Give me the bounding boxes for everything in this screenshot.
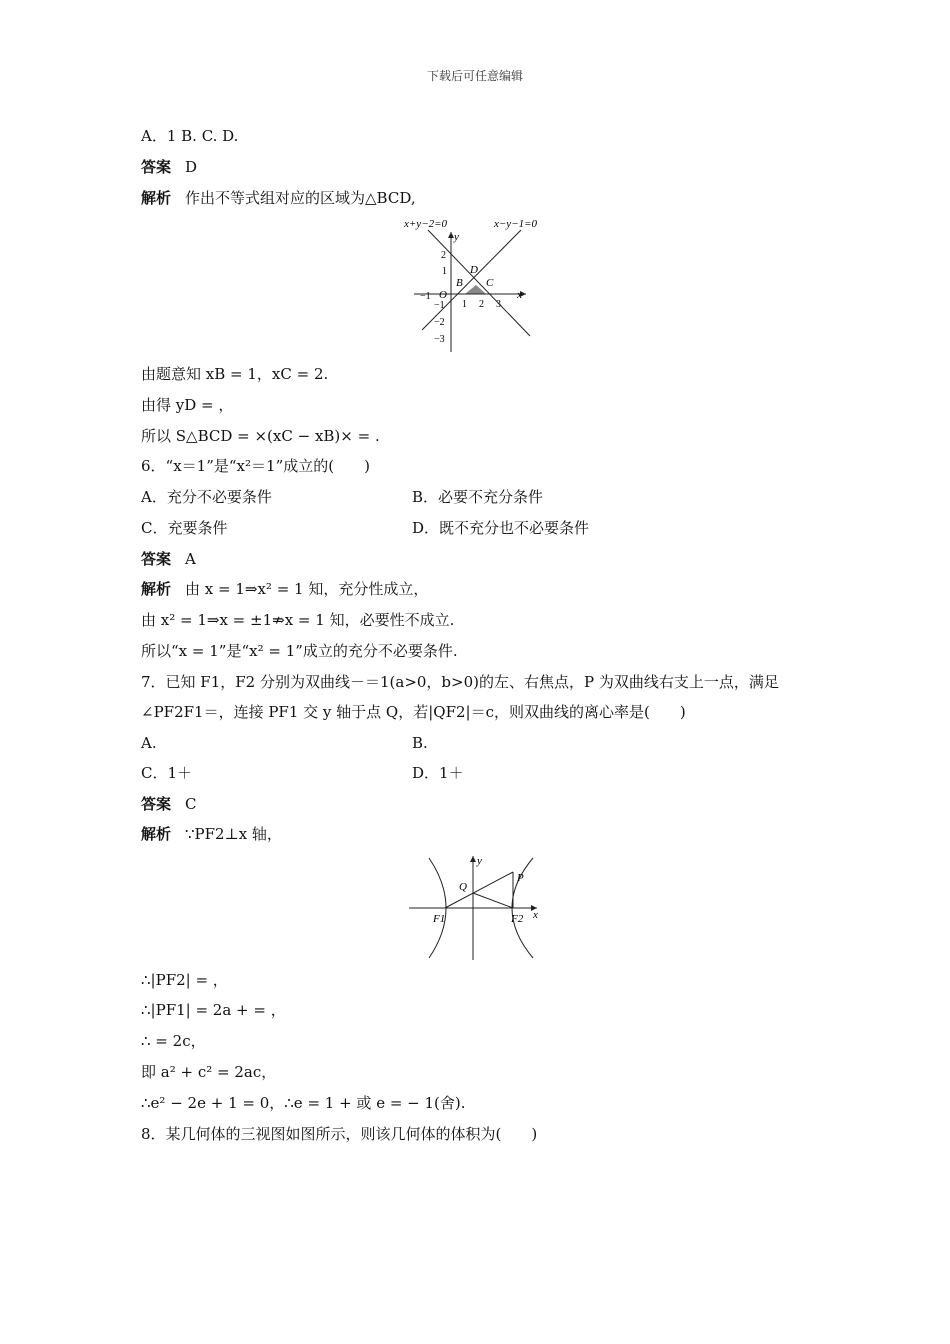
point-d-label: D bbox=[470, 264, 478, 276]
analysis-line bbox=[141, 188, 416, 208]
text-line: 由 x² = 1⇒x = ±1⇏x = 1 知，必要性不成立. bbox=[141, 611, 455, 629]
tick-x-1: 1 bbox=[462, 299, 467, 310]
answer-label: 答案 bbox=[141, 550, 172, 568]
answer-value: D bbox=[185, 158, 198, 176]
answer-line bbox=[141, 794, 197, 814]
answer-line bbox=[141, 157, 197, 177]
analysis-text: 由 x = 1⇒x² = 1 知，充分性成立， bbox=[185, 580, 429, 598]
analysis-label: 解析 bbox=[141, 825, 172, 843]
analysis-line bbox=[141, 824, 282, 844]
options-line: A．1 B. C. D. bbox=[141, 127, 239, 145]
page-header: 下载后可任意编辑 bbox=[426, 69, 523, 83]
analysis-text: ∵PF2⊥x 轴， bbox=[185, 825, 282, 843]
segment-qf2 bbox=[473, 893, 513, 908]
point-c-label: C bbox=[486, 277, 494, 289]
tick-x-3: 3 bbox=[496, 299, 501, 310]
tick-y-neg2: −2 bbox=[434, 317, 445, 328]
text-line: 所以 S△BCD = ×(xC − xB)× = . bbox=[141, 427, 380, 445]
question-8: 8．某几何体的三视图如图所示，则该几何体的体积为( ) bbox=[141, 1125, 538, 1143]
answer-value: C bbox=[185, 795, 197, 813]
y-axis-label: y bbox=[454, 231, 459, 243]
analysis-label: 解析 bbox=[141, 189, 172, 207]
option-d: D．1＋ bbox=[412, 764, 464, 782]
answer-label: 答案 bbox=[141, 795, 172, 813]
origin-label: O bbox=[439, 289, 447, 301]
answer-value: A bbox=[185, 550, 196, 568]
option-b: B．必要不充分条件 bbox=[412, 488, 544, 506]
answer-line bbox=[141, 549, 196, 569]
question-6: 6．“x＝1”是“x²＝1”成立的( ) bbox=[141, 457, 370, 475]
text-line: ∴|PF1| = 2a + = ， bbox=[141, 1001, 286, 1019]
point-b-label: B bbox=[456, 277, 463, 289]
tick-x-neg1: −1 bbox=[420, 291, 431, 302]
point-p-label: P bbox=[517, 872, 524, 884]
hyperbola-figure bbox=[405, 850, 545, 962]
text-line: 由题意知 xB = 1，xC = 2. bbox=[141, 365, 329, 383]
text-line: ∴|PF2| = ， bbox=[141, 971, 228, 989]
segment-pf1 bbox=[445, 872, 513, 908]
tick-y-neg3: −3 bbox=[434, 334, 445, 345]
option-d: D．既不充分也不必要条件 bbox=[412, 519, 590, 537]
text-line: 由得 yD = ， bbox=[141, 396, 234, 414]
analysis-text: 作出不等式组对应的区域为△BCD, bbox=[185, 189, 416, 207]
question-7: 7．已知 F1，F2 分别为双曲线－＝1(a>0，b>0)的左、右焦点，P 为双曲线右支上一点，满足 bbox=[141, 673, 779, 691]
line-x-minus-y bbox=[422, 230, 521, 330]
text-line: ∴ = 2c， bbox=[141, 1032, 206, 1050]
line2-label: x−y−1=0 bbox=[494, 218, 538, 230]
region-figure bbox=[398, 212, 558, 355]
text-line: 即 a² + c² = 2ac， bbox=[141, 1063, 277, 1081]
x-axis-label: x bbox=[533, 909, 538, 921]
option-a: A．充分不必要条件 bbox=[141, 488, 272, 506]
analysis-label: 解析 bbox=[141, 580, 172, 598]
analysis-line bbox=[141, 579, 428, 599]
option-c: C．1＋ bbox=[141, 764, 193, 782]
x-axis-label: x bbox=[517, 289, 522, 301]
tick-x-2: 2 bbox=[479, 299, 484, 310]
option-c: C．充要条件 bbox=[141, 519, 228, 537]
answer-label: 答案 bbox=[141, 158, 172, 176]
tick-y-1: 1 bbox=[442, 266, 447, 277]
point-q-label: Q bbox=[459, 881, 467, 893]
tick-y-neg1: −1 bbox=[434, 300, 445, 311]
option-b: B. bbox=[412, 734, 428, 752]
point-f1-label: F1 bbox=[433, 913, 446, 925]
text-line: 所以“x = 1”是“x² = 1”成立的充分不必要条件. bbox=[141, 642, 458, 660]
point-f2-label: F2 bbox=[511, 913, 524, 925]
y-axis-arrow bbox=[470, 856, 476, 862]
tick-y-2: 2 bbox=[441, 250, 446, 261]
option-a: A. bbox=[141, 734, 157, 752]
question-7-cont: ∠PF2F1＝，连接 PF1 交 y 轴于点 Q，若|QF2|＝c，则双曲线的离心率是( ) bbox=[141, 703, 686, 721]
y-axis-label: y bbox=[477, 855, 482, 867]
text-line: ∴e² − 2e + 1 = 0，∴e = 1 + 或 e = − 1(舍). bbox=[141, 1094, 466, 1112]
line1-label: x+y−2=0 bbox=[404, 218, 448, 230]
